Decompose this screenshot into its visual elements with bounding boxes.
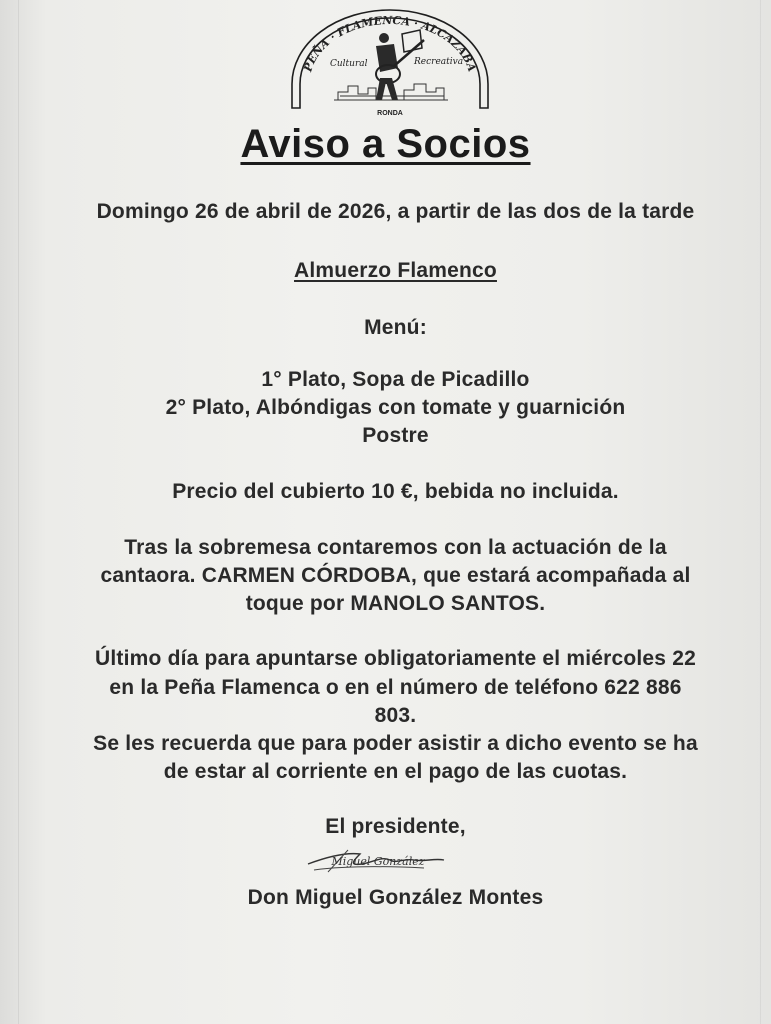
event-name: Almuerzo Flamenco: [294, 259, 497, 282]
menu-item: 2° Plato, Albóndigas con tomate y guarnición: [165, 396, 626, 419]
reminder-line: Se les recuerda que para poder asistir a dicho evento se ha: [93, 732, 698, 755]
logo-bottom-text: RONDA: [377, 110, 403, 116]
performance-line: cantaora. CARMEN CÓRDOBA, que estará acompañada al: [100, 564, 691, 587]
reminder-line: de estar al corriente en el pago de las cuotas.: [163, 760, 628, 783]
logo-right-text: Recreativa: [414, 57, 464, 67]
signature-text: Miguel González: [331, 855, 425, 868]
pena-flamenca-logo: [284, 4, 496, 116]
price-line: Precio del cubierto 10 €, bebida no incluida.: [172, 480, 619, 503]
menu-label: Menú:: [364, 316, 427, 339]
registration-line: en la Peña Flamenca o en el número de teléfono 622 886: [109, 676, 682, 699]
registration-line: 803.: [374, 704, 417, 727]
signer-name: Don Miguel González Montes: [247, 886, 544, 909]
logo-left-text: Cultural: [330, 59, 368, 69]
performance-line: Tras la sobremesa contaremos con la actuación de la: [124, 536, 667, 559]
logo-arc-text: PEÑA · FLAMENCA · ALCAZABA: [301, 13, 479, 74]
registration-line: Último día para apuntarse obligatoriamente el miércoles 22: [95, 647, 696, 670]
page-title: Aviso a Socios: [240, 122, 531, 166]
date-line: Domingo 26 de abril de 2026, a partir de las dos de la tarde: [96, 200, 695, 223]
menu-item: 1° Plato, Sopa de Picadillo: [261, 368, 530, 391]
handwritten-signature: [304, 844, 449, 878]
menu-item: Postre: [362, 424, 429, 447]
performance-line: toque por MANOLO SANTOS.: [245, 592, 546, 615]
closing-line: El presidente,: [325, 815, 466, 838]
